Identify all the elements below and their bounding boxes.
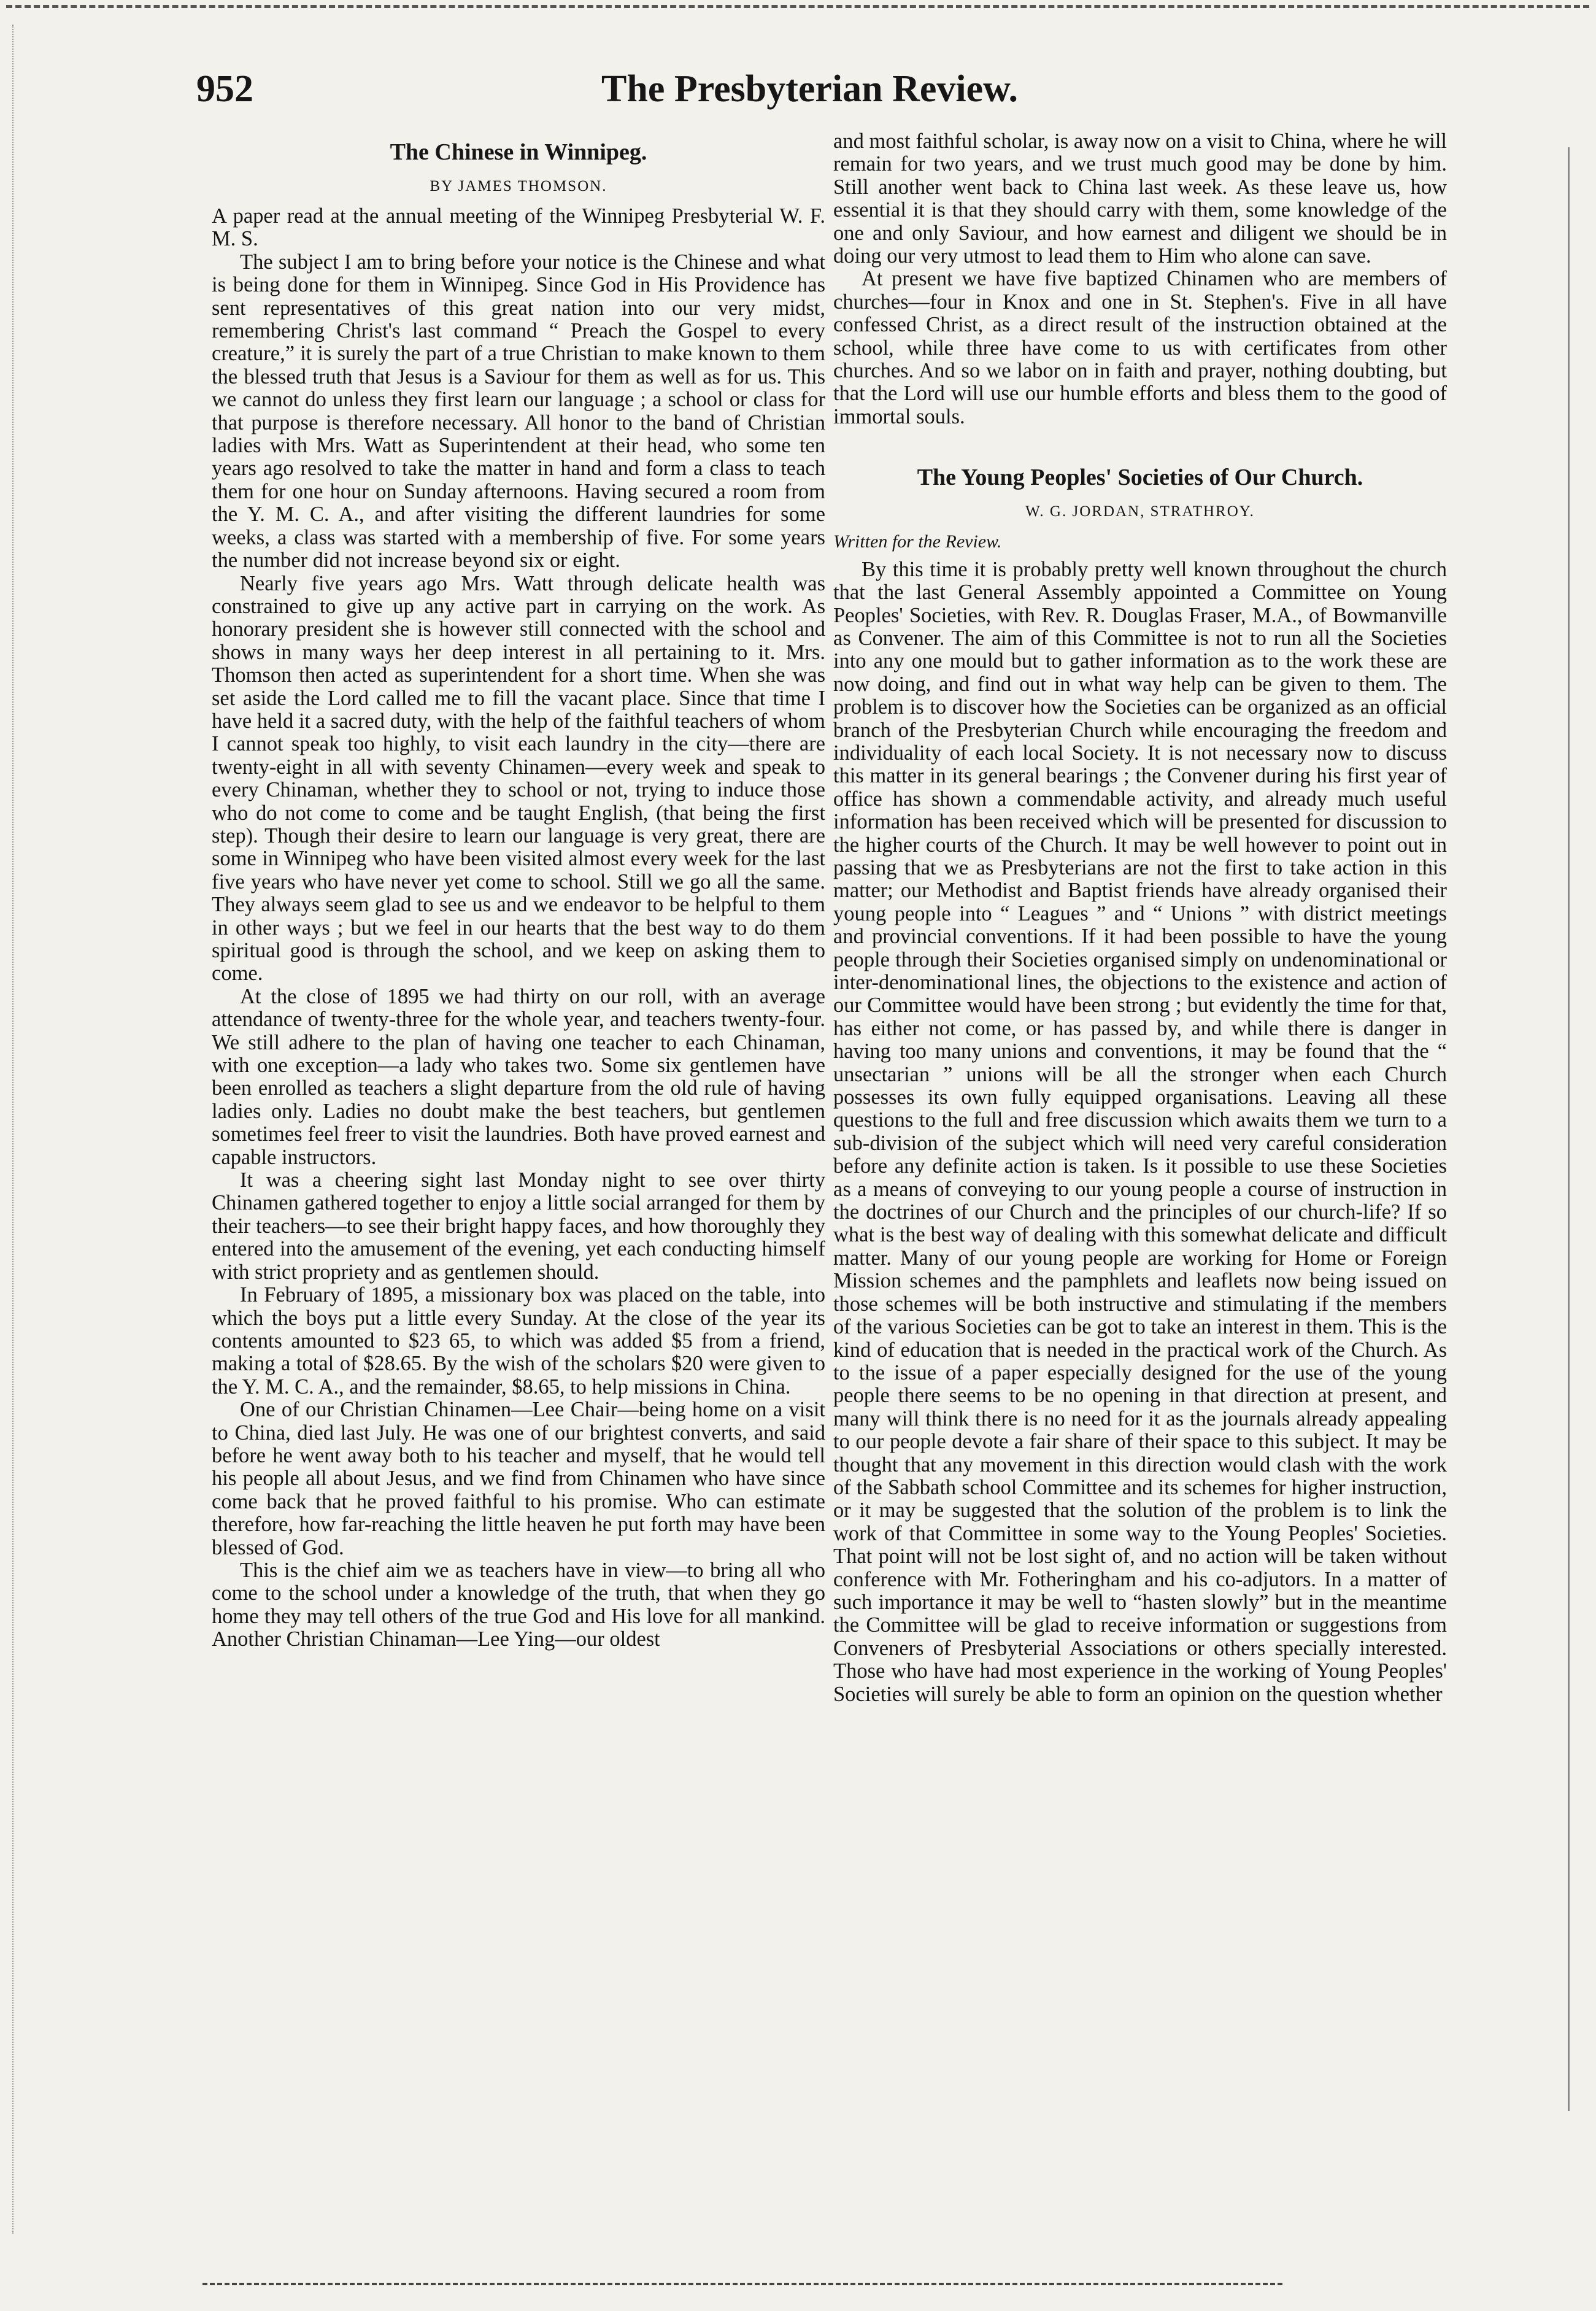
article-byline: BY JAMES THOMSON. — [430, 178, 607, 195]
written-for-note: Written for the Review. — [833, 531, 1002, 552]
article-paragraph: By this time it is probably pretty well known throughout the church that the last General Assembly appointed a Committee on Young Peoples' Societies, with Rev. R. Douglas Fraser, M.A., of Bowmanville as Convener. The aim of this Committee is not to run all the Societies into any one mould but to gather information as to the work these are now doing, and find out in what way help can be given to them. The problem is to discover how the Societies can be organized as an official branch of the Presbyterian Church while encouraging the freedom and individuality of each local Society. It is not necessary now to discuss this matter in its general bearings ; the Convener during his first year of office has shown a commendable activity, and already much useful information has been received which will be presented for discussion to the higher courts of the Church. It may be well however to point out in passing that we as Presbyterians are not the first to take action in this matter; our Methodist and Baptist friends have already organised their young people into “ Leagues ” and “ Unions ” with district meetings and provincial conventions. If it had been possible to have the young people through their Societies organised simply on undenominational or inter-denominational lines, the objections to the existence and action of our Committee would have been strong ; but evidently the time for that, has either not come, or has passed by, and while there is danger in having too many unions and conventions, it may be found that the “ unsectarian ” unions will be all the stronger when each Church possesses its own fully equipped organisations. Leaving all these questions to the full and free discussion which awaits them we turn to a sub-division of the subject which will need very careful consideration before any definite action is taken. Is it possible to use these Societies as a means of conveying to our young people a course of instruction in the doctrines of our Church and the principles of our church-life? If so what is the best way of dealing with this somewhat delicate and difficult matter. Many of our young people are working for Home or Foreign Mission schemes and the pamphlets and leaflets now being issued on those schemes will be both instructive and stimulating if the members of the various Societies can be got to take an interest in them. This is the kind of education that is needed in the practical work of the Church. As to the issue of a paper especially designed for the use of the young people there seems to be no opening in that direction at present, and many will think there is no need for it as the journals already appealing to our people devote a fair share of their space to this subject. It may be thought that any movement in this direction would clash with the work of the Sabbath school Committee and its schemes for higher instruction, or it may be suggested that the solution of the problem is to link the work of that Committee in some way to the Young Peoples' Societies. That point will not be lost sight of, and no action will be taken without conference with Mr. Fotheringham and his co-adjutors. In a matter of such importance it may be well to “hasten slowly” but in the meantime the Committee will be glad to receive information or suggestions from Conveners of Presbyterial Associations or others specially interested. Those who have had most experience in the working of Young Peoples' Societies will surely be able to form an opinion on the question whether — [833, 557, 1447, 1706]
page-number: 952 — [196, 68, 253, 110]
right-column — [833, 130, 1447, 1706]
article-paragraph: The subject I am to bring before your notice is the Chinese and what is being done for them in Winnipeg. Since God in His Providence has sent representatives of this great nation into our very midst, remembering Christ's last command “ Preach the Gospel to every creature,” it is surely the part of a true Christian to make known to them the blessed truth that Jesus is a Saviour for them as well as for us. This we cannot do unless they first learn our language ; a school or class for that purpose is therefore necessary. All honor to the band of Christian ladies with Mrs. Watt as Superintendent at their head, who some ten years ago resolved to take the matter in hand and form a class to teach them for one hour on Sunday afternoons. Having secured a room from the Y. M. C. A., and after visiting the different laundries for some weeks, a class was started with a membership of five. For some years the number did not increase beyond six or eight. — [212, 250, 825, 573]
article-paragraph: At present we have five baptized Chinamen who are members of churches—four in Knox and one in St. Stephen's. Five in all have confessed Christ, as a direct result of the instruction obtained at the school, while three have come to us with certificates from other churches. And so we labor on in faith and prayer, nothing doubting, but that the Lord will use our humble efforts and bless them to the good of immortal souls. — [833, 267, 1447, 428]
journal-title: The Presbyterian Review. — [601, 68, 1019, 110]
article-paragraph: It was a cheering sight last Monday night to see over thirty Chinamen gathered together to enjoy a little social arranged for them by their teachers—to see their bright happy faces, and how thoroughly they entered into the amusement of the evening, yet each conducting himself with strict propriety and as gentlemen should. — [212, 1168, 825, 1284]
bottom-border-rule — [202, 2283, 1282, 2285]
article-paragraph: This is the chief aim we as teachers have in view—to bring all who come to the school under a knowledge of the truth, that when they go home they may tell others of the true God and His love for all mankind. Another Christian Chinaman—Lee Ying—our oldest — [212, 1558, 825, 1651]
page-header — [196, 68, 1411, 129]
section-divider — [833, 428, 1447, 454]
right-margin-rule — [1568, 147, 1588, 2111]
article-paragraph: At the close of 1895 we had thirty on our roll, with an average attendance of twenty-three for the whole year, and teachers twenty-four. We still adhere to the plan of having one teacher to each Chinaman, with one exception—a lady who takes two. Some six gentlemen have been enrolled as teachers a slight departure from the old rule of having ladies only. Ladies no doubt make the best teachers, but gentlemen sometimes feel freer to visit the laundries. Both have proved earnest and capable instructors. — [212, 984, 825, 1169]
article-paragraph: One of our Christian Chinamen—Lee Chair—being home on a visit to China, died last July. He was one of our brightest converts, and said before he went away both to his teacher and myself, that he would tell his people all about Jesus, and we find from Chinamen who have since come back that he proved faithful to his promise. Who can estimate therefore, how far-reaching the little heaven he put forth may have been blessed of God. — [212, 1398, 825, 1559]
article-paragraph: In February of 1895, a missionary box was placed on the table, into which the boys put a little every Sunday. At the close of the year its contents amounted to $23 65, to which was added $5 from a friend, making a total of $28.65. By the wish of the scholars $20 were given to the Y. M. C. A., and the remainder, $8.65, to help missions in China. — [212, 1283, 825, 1399]
article-subtitle: A paper read at the annual meeting of the Winnipeg Presbyterial W. F. M. S. — [212, 204, 825, 251]
article-title: The Young Peoples' Societies of Our Church. — [917, 465, 1363, 491]
left-margin-marks — [12, 25, 26, 2234]
article-paragraph-continued: and most faithful scholar, is away now on a visit to China, where he will remain for two years, and we trust much good may be done by him. Still another went back to China last week. As these leave us, how essential it is that they should carry with them, some knowledge of the one and only Saviour, and how earnest and diligent we should be in doing our very utmost to lead them to Him who alone can save. — [833, 129, 1447, 268]
top-border-rule — [6, 5, 1589, 8]
left-column — [212, 129, 825, 1651]
article-title: The Chinese in Winnipeg. — [390, 139, 647, 165]
article-byline: W. G. JORDAN, STRATHROY. — [1025, 503, 1255, 520]
article-paragraph: Nearly five years ago Mrs. Watt through delicate health was constrained to give up any active part in carrying on the work. As honorary president she is however still connected with the school and shows in many ways her deep interest in all pertaining to it. Mrs. Thomson then acted as superintendent for a short time. When she was set aside the Lord called me to fill the vacant place. Since that time I have held it a sacred duty, with the help of the faithful teachers of whom I cannot speak too highly, to visit each laundry in the city—there are twenty-eight in all with seventy Chinamen—every week and speak to every Chinaman, whether they to school or not, trying to induce those who do not come to come and be taught English, (that being the first step). Though their desire to learn our language is very great, there are some in Winnipeg who have been visited almost every week for the last five years who have never yet come to school. Still we go all the same. They always seem glad to see us and we endeavor to be helpful to them in other ways ; but we feel in our hearts that the best way to do them spiritual good is through the school, and we keep on asking them to come. — [212, 571, 825, 986]
